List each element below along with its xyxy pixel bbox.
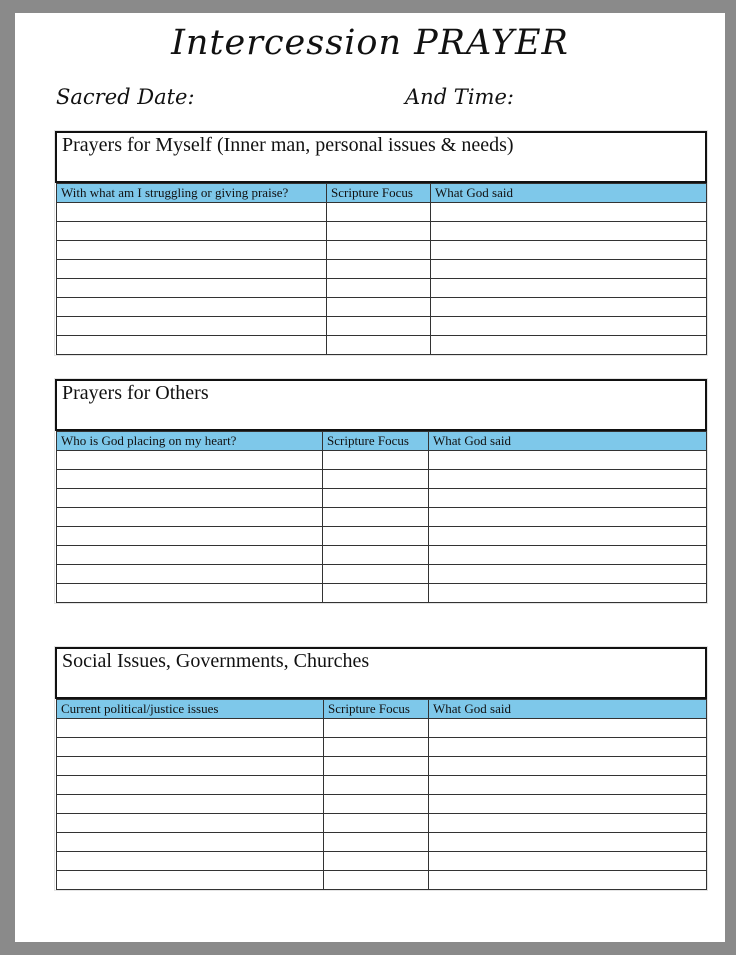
writing-cell[interactable] <box>327 279 431 298</box>
writing-cell[interactable] <box>57 260 327 279</box>
section-title: Prayers for Myself (Inner man, personal issues & needs) <box>55 131 707 183</box>
writing-cell[interactable] <box>323 451 429 470</box>
time-label: And Time: <box>405 85 514 109</box>
table-row <box>57 795 707 814</box>
table-row <box>57 298 707 317</box>
writing-cell[interactable] <box>57 776 324 795</box>
writing-cell[interactable] <box>431 203 707 222</box>
writing-cell[interactable] <box>327 317 431 336</box>
writing-cell[interactable] <box>323 470 429 489</box>
writing-cell[interactable] <box>431 222 707 241</box>
section-title: Prayers for Others <box>55 379 707 431</box>
writing-cell[interactable] <box>324 833 429 852</box>
table-row <box>57 508 707 527</box>
writing-cell[interactable] <box>429 489 707 508</box>
writing-cell[interactable] <box>324 871 429 890</box>
writing-cell[interactable] <box>323 565 429 584</box>
writing-cell[interactable] <box>57 451 323 470</box>
writing-cell[interactable] <box>431 260 707 279</box>
writing-cell[interactable] <box>429 508 707 527</box>
writing-cell[interactable] <box>429 795 707 814</box>
prayer-table <box>56 699 707 890</box>
writing-cell[interactable] <box>57 508 323 527</box>
writing-cell[interactable] <box>429 719 707 738</box>
writing-cell[interactable] <box>429 546 707 565</box>
writing-cell[interactable] <box>57 298 327 317</box>
table-row <box>57 757 707 776</box>
table-row <box>57 317 707 336</box>
writing-cell[interactable] <box>429 584 707 603</box>
table-row <box>57 241 707 260</box>
writing-cell[interactable] <box>323 527 429 546</box>
worksheet-page <box>15 13 725 942</box>
writing-cell[interactable] <box>57 719 324 738</box>
column-header: Who is God placing on my heart? <box>57 432 323 451</box>
table-header-row <box>57 184 707 203</box>
writing-cell[interactable] <box>324 795 429 814</box>
writing-cell[interactable] <box>57 814 324 833</box>
column-header: What God said <box>429 700 707 719</box>
table-header-row <box>57 432 707 451</box>
writing-cell[interactable] <box>429 871 707 890</box>
table-row <box>57 776 707 795</box>
writing-cell[interactable] <box>431 317 707 336</box>
column-header: Scripture Focus <box>327 184 431 203</box>
column-header: What God said <box>429 432 707 451</box>
table-row <box>57 222 707 241</box>
writing-cell[interactable] <box>429 833 707 852</box>
writing-cell[interactable] <box>324 719 429 738</box>
writing-cell[interactable] <box>57 852 324 871</box>
table-row <box>57 871 707 890</box>
writing-cell[interactable] <box>327 260 431 279</box>
column-header: Scripture Focus <box>323 432 429 451</box>
section-social-issues <box>55 647 707 890</box>
table-row <box>57 470 707 489</box>
prayer-table <box>56 183 707 355</box>
writing-cell[interactable] <box>57 203 327 222</box>
writing-cell[interactable] <box>57 279 327 298</box>
writing-cell[interactable] <box>57 833 324 852</box>
sacred-date-label: Sacred Date: <box>56 85 195 109</box>
column-header: Scripture Focus <box>324 700 429 719</box>
writing-cell[interactable] <box>323 584 429 603</box>
table-row <box>57 833 707 852</box>
writing-cell[interactable] <box>431 241 707 260</box>
writing-cell[interactable] <box>57 527 323 546</box>
table-row <box>57 203 707 222</box>
writing-cell[interactable] <box>429 470 707 489</box>
table-row <box>57 546 707 565</box>
table-row <box>57 260 707 279</box>
prayer-table <box>56 431 707 603</box>
writing-cell[interactable] <box>57 546 323 565</box>
writing-cell[interactable] <box>429 527 707 546</box>
writing-cell[interactable] <box>324 776 429 795</box>
writing-cell[interactable] <box>57 470 323 489</box>
writing-cell[interactable] <box>429 565 707 584</box>
table-header-row <box>57 700 707 719</box>
writing-cell[interactable] <box>431 279 707 298</box>
writing-cell[interactable] <box>323 508 429 527</box>
writing-cell[interactable] <box>327 298 431 317</box>
writing-cell[interactable] <box>324 814 429 833</box>
column-header: Current political/justice issues <box>57 700 324 719</box>
table-row <box>57 451 707 470</box>
writing-cell[interactable] <box>323 489 429 508</box>
writing-cell[interactable] <box>57 336 327 355</box>
writing-cell[interactable] <box>327 203 431 222</box>
section-title: Social Issues, Governments, Churches <box>55 647 707 699</box>
writing-cell[interactable] <box>429 451 707 470</box>
writing-cell[interactable] <box>429 776 707 795</box>
writing-cell[interactable] <box>57 795 324 814</box>
writing-cell[interactable] <box>323 546 429 565</box>
writing-cell[interactable] <box>431 336 707 355</box>
writing-cell[interactable] <box>57 871 324 890</box>
writing-cell[interactable] <box>431 298 707 317</box>
writing-cell[interactable] <box>324 738 429 757</box>
table-row <box>57 584 707 603</box>
writing-cell[interactable] <box>327 241 431 260</box>
writing-cell[interactable] <box>327 222 431 241</box>
table-row <box>57 489 707 508</box>
writing-cell[interactable] <box>429 738 707 757</box>
writing-cell[interactable] <box>429 814 707 833</box>
section-prayers-myself <box>55 131 707 355</box>
writing-cell[interactable] <box>327 336 431 355</box>
writing-cell[interactable] <box>57 489 323 508</box>
writing-cell[interactable] <box>429 757 707 776</box>
writing-cell[interactable] <box>429 852 707 871</box>
writing-cell[interactable] <box>57 757 324 776</box>
table-row <box>57 852 707 871</box>
writing-cell[interactable] <box>57 222 327 241</box>
writing-cell[interactable] <box>57 241 327 260</box>
writing-cell[interactable] <box>324 852 429 871</box>
writing-cell[interactable] <box>57 584 323 603</box>
table-row <box>57 527 707 546</box>
table-row <box>57 565 707 584</box>
writing-cell[interactable] <box>57 317 327 336</box>
writing-cell[interactable] <box>324 757 429 776</box>
table-row <box>57 719 707 738</box>
writing-cell[interactable] <box>57 565 323 584</box>
writing-cell[interactable] <box>57 738 324 757</box>
table-row <box>57 279 707 298</box>
table-row <box>57 336 707 355</box>
table-row <box>57 814 707 833</box>
section-prayers-others <box>55 379 707 603</box>
column-header: What God said <box>431 184 707 203</box>
page-title: Intercession PRAYER <box>171 23 569 63</box>
column-header: With what am I struggling or giving praise? <box>57 184 327 203</box>
table-row <box>57 738 707 757</box>
